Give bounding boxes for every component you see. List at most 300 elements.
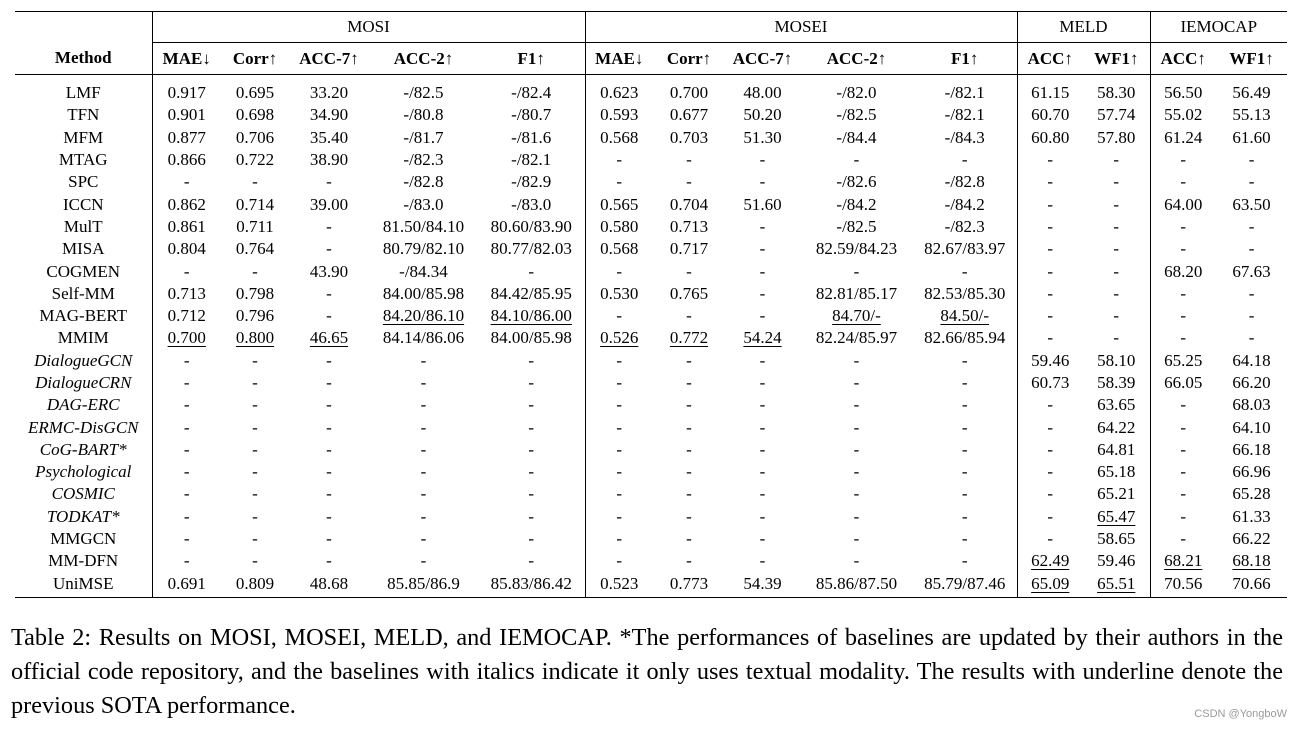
value-cell: 67.63: [1232, 261, 1271, 281]
value-cell: -: [1180, 283, 1187, 303]
value-cell: 60.70: [1031, 105, 1070, 125]
column-header: F1↑: [913, 43, 1017, 75]
table-row: [15, 550, 1287, 572]
value-cell: -: [686, 150, 692, 170]
value-cell: -/84.3: [913, 127, 1017, 149]
value-cell: -: [686, 484, 692, 504]
value-cell: -/82.5: [836, 105, 877, 125]
value-cell: 64.18: [1232, 350, 1271, 370]
value-cell: -: [1248, 328, 1255, 348]
value-cell: -/81.7: [403, 127, 444, 147]
value-cell: 0.717: [669, 239, 709, 259]
column-header: WF1↑: [1216, 43, 1287, 75]
value-cell: -: [913, 439, 1017, 461]
value-cell: -: [1047, 150, 1054, 170]
value-cell: -: [478, 461, 585, 483]
value-cell: 50.20: [743, 105, 782, 125]
value-cell: 0.800: [235, 328, 275, 348]
column-header: ACC-2↑: [800, 43, 913, 75]
value-cell: -: [1047, 306, 1054, 326]
value-cell: -: [1047, 506, 1054, 526]
value-cell: 0.861: [167, 216, 206, 236]
value-cell: -: [1180, 306, 1187, 326]
value-cell: -: [326, 373, 332, 392]
table-row: [15, 305, 1287, 327]
value-cell: 54.39: [725, 573, 800, 598]
column-header: ACC-2↑: [369, 43, 478, 75]
value-cell: -/82.8: [913, 171, 1017, 193]
value-cell: -: [913, 461, 1017, 483]
value-cell: 68.18: [1232, 551, 1271, 571]
value-cell: 57.74: [1083, 104, 1150, 126]
value-cell: 68.03: [1232, 395, 1271, 415]
value-cell: -: [1083, 238, 1150, 260]
value-cell: -: [853, 150, 860, 170]
table-row: [15, 238, 1287, 260]
value-cell: -: [1248, 239, 1255, 259]
value-cell: 58.30: [1083, 75, 1150, 105]
value-cell: -: [420, 439, 427, 459]
value-cell: -: [420, 484, 427, 504]
value-cell: -/82.5: [836, 216, 877, 236]
method-cell: LMF: [15, 75, 152, 105]
value-cell: 60.80: [1031, 127, 1070, 147]
value-cell: -: [1083, 193, 1150, 215]
value-cell: -: [1047, 328, 1054, 348]
value-cell: -: [759, 462, 766, 482]
value-cell: -: [183, 529, 190, 549]
value-cell: -: [326, 283, 332, 303]
value-cell: -: [478, 550, 585, 572]
value-cell: -: [1180, 172, 1187, 192]
value-cell: 80.79/82.10: [382, 239, 465, 259]
group-header-iemocap: IEMOCAP: [1150, 12, 1287, 43]
column-header-row: [15, 43, 1287, 75]
value-cell: -: [420, 462, 427, 482]
value-cell: 68.21: [1164, 551, 1203, 571]
value-cell: 65.47: [1083, 506, 1150, 528]
value-cell: -: [759, 373, 766, 392]
value-cell: -: [853, 439, 860, 459]
value-cell: 84.42/85.95: [478, 283, 585, 305]
value-cell: -: [1248, 150, 1255, 170]
method-cell: SPC: [15, 171, 152, 193]
value-cell: -: [478, 394, 585, 416]
column-header: WF1↑: [1083, 43, 1150, 75]
value-cell: 48.00: [743, 83, 782, 103]
table-row: [15, 372, 1287, 394]
method-cell: TODKAT*: [15, 506, 152, 528]
value-cell: -: [183, 484, 190, 504]
value-cell: -: [183, 506, 190, 526]
value-cell: 0.714: [235, 194, 275, 214]
value-cell: 0.593: [600, 105, 639, 125]
value-cell: 63.65: [1083, 394, 1150, 416]
table-row: [15, 439, 1287, 461]
column-header: ACC-7↑: [725, 43, 800, 75]
value-cell: -: [420, 506, 427, 526]
table-row: [15, 573, 1287, 598]
value-cell: -/83.0: [478, 193, 585, 215]
value-cell: 0.917: [167, 83, 206, 103]
value-cell: 0.698: [235, 105, 275, 125]
value-cell: 35.40: [309, 127, 349, 147]
method-cell: UniMSE: [15, 573, 152, 598]
value-cell: 0.700: [167, 328, 206, 348]
value-cell: -: [1047, 395, 1054, 415]
value-cell: -: [759, 283, 766, 303]
method-cell: MulT: [15, 216, 152, 238]
value-cell: 82.59/84.23: [815, 239, 898, 259]
value-cell: -: [759, 484, 766, 504]
value-cell: -: [1180, 150, 1187, 170]
table-row: [15, 171, 1287, 193]
value-cell: -: [1083, 216, 1150, 238]
value-cell: 66.18: [1232, 439, 1271, 459]
value-cell: 82.66/85.94: [913, 327, 1017, 349]
table-row: [15, 506, 1287, 528]
value-cell: 66.20: [1232, 373, 1271, 392]
value-cell: 48.68: [289, 573, 369, 598]
value-cell: -: [1047, 194, 1054, 214]
value-cell: -: [759, 239, 766, 259]
value-cell: -: [686, 350, 692, 370]
value-cell: 0.695: [235, 83, 275, 103]
value-cell: 66.05: [1164, 373, 1203, 392]
value-cell: -: [616, 551, 623, 571]
value-cell: 0.711: [236, 216, 274, 236]
value-cell: -: [853, 261, 860, 281]
value-cell: -/82.6: [836, 172, 877, 192]
value-cell: -: [759, 306, 766, 326]
table-row: [15, 461, 1287, 483]
value-cell: -/82.1: [913, 104, 1017, 126]
value-cell: -: [1083, 260, 1150, 282]
table-row: [15, 283, 1287, 305]
value-cell: 85.79/87.46: [913, 573, 1017, 598]
value-cell: -: [326, 529, 332, 549]
value-cell: -: [252, 417, 258, 437]
value-cell: 70.66: [1216, 573, 1287, 598]
value-cell: 0.765: [669, 283, 709, 303]
value-cell: 59.46: [1083, 550, 1150, 572]
value-cell: -: [183, 551, 190, 571]
value-cell: -: [853, 506, 860, 526]
value-cell: 0.568: [600, 239, 639, 259]
value-cell: -: [1180, 328, 1187, 348]
method-cell: DialogueCRN: [15, 372, 152, 394]
method-cell: Self-MM: [15, 283, 152, 305]
value-cell: -: [686, 462, 692, 482]
value-cell: 38.90: [309, 150, 349, 170]
table-row: [15, 528, 1287, 550]
value-cell: -: [252, 529, 258, 549]
value-cell: -: [1047, 239, 1054, 259]
value-cell: -: [759, 261, 766, 281]
column-header: ACC↑: [1017, 43, 1083, 75]
value-cell: 62.49: [1031, 551, 1070, 571]
value-cell: 0.722: [235, 150, 275, 170]
value-cell: -/84.2: [836, 194, 877, 214]
value-cell: -: [853, 417, 860, 437]
value-cell: 84.20/86.10: [382, 306, 465, 326]
value-cell: -: [252, 395, 258, 415]
value-cell: -/82.4: [478, 75, 585, 105]
column-header: Corr↑: [653, 43, 725, 75]
value-cell: -: [478, 506, 585, 528]
value-cell: -: [616, 462, 623, 482]
value-cell: -/82.1: [913, 75, 1017, 105]
value-cell: -: [686, 395, 692, 415]
value-cell: 70.56: [1150, 573, 1216, 598]
value-cell: 0.804: [167, 239, 206, 259]
value-cell: -: [913, 394, 1017, 416]
group-header-mosei: MOSEI: [585, 12, 1017, 43]
value-cell: 68.20: [1164, 261, 1203, 281]
table-row: [15, 416, 1287, 438]
value-cell: -: [326, 506, 332, 526]
value-cell: -: [183, 373, 190, 392]
value-cell: -: [183, 261, 190, 281]
value-cell: -: [478, 528, 585, 550]
value-cell: 0.706: [235, 127, 275, 147]
group-header-meld: MELD: [1017, 12, 1150, 43]
value-cell: 55.13: [1232, 105, 1271, 125]
value-cell: -: [853, 529, 860, 549]
table-caption: Table 2: Results on MOSI, MOSEI, MELD, and IEMOCAP. *The performances of baselines are updated by their authors in the official code repository, and the baselines with italics indicate it only uses textual modality. The results with underline denote the previous SOTA performance.: [11, 624, 1283, 719]
value-cell: -: [759, 150, 766, 170]
value-cell: -: [252, 350, 258, 370]
value-cell: -/82.1: [478, 149, 585, 171]
value-cell: -: [183, 439, 190, 459]
value-cell: 0.700: [669, 83, 709, 103]
value-cell: -: [853, 350, 860, 370]
value-cell: 59.46: [1031, 350, 1070, 370]
method-cell: COSMIC: [15, 483, 152, 505]
value-cell: -: [1180, 216, 1187, 236]
value-cell: -: [420, 373, 427, 392]
method-cell: DialogueGCN: [15, 350, 152, 372]
value-cell: -: [853, 395, 860, 415]
value-cell: -: [913, 350, 1017, 372]
results-table: [15, 11, 1287, 598]
value-cell: -: [686, 551, 692, 571]
value-cell: 60.73: [1031, 373, 1070, 392]
table-row: [15, 149, 1287, 171]
value-cell: -: [420, 417, 427, 437]
value-cell: -: [1248, 172, 1255, 192]
value-cell: 51.60: [743, 194, 782, 214]
value-cell: -: [1180, 462, 1187, 482]
group-header-row: [15, 12, 1287, 43]
value-cell: -: [616, 150, 623, 170]
value-cell: 84.50/-: [913, 305, 1017, 327]
value-cell: -: [252, 439, 258, 459]
table-row: [15, 193, 1287, 215]
value-cell: 46.65: [309, 328, 349, 348]
value-cell: -: [183, 395, 190, 415]
value-cell: 61.15: [1031, 83, 1070, 103]
value-cell: 0.565: [600, 194, 639, 214]
column-header: F1↑: [478, 43, 585, 75]
value-cell: -: [1047, 283, 1054, 303]
value-cell: 64.00: [1164, 194, 1203, 214]
value-cell: -: [1180, 529, 1187, 549]
value-cell: -: [183, 417, 190, 437]
table-row: [15, 104, 1287, 126]
value-cell: 85.86/87.50: [800, 573, 913, 598]
value-cell: 0.901: [167, 105, 206, 125]
value-cell: -: [616, 350, 623, 370]
table-row: [15, 75, 1287, 105]
table-row: [15, 260, 1287, 282]
value-cell: 85.83/86.42: [478, 573, 585, 598]
value-cell: 82.24/85.97: [815, 328, 898, 348]
method-cell: MMGCN: [15, 528, 152, 550]
value-cell: 0.796: [235, 306, 275, 326]
value-cell: -: [252, 506, 258, 526]
value-cell: -: [478, 416, 585, 438]
value-cell: -: [252, 373, 258, 392]
value-cell: -: [326, 439, 332, 459]
value-cell: 0.773: [653, 573, 725, 598]
method-cell: ICCN: [15, 193, 152, 215]
value-cell: -: [853, 462, 860, 482]
value-cell: -: [759, 216, 766, 236]
value-cell: 58.39: [1083, 372, 1150, 394]
value-cell: 66.22: [1232, 529, 1271, 549]
value-cell: -: [420, 529, 427, 549]
value-cell: 63.50: [1232, 194, 1271, 214]
value-cell: -: [420, 350, 427, 370]
value-cell: -: [759, 417, 766, 437]
value-cell: -: [616, 306, 623, 326]
value-cell: 0.580: [600, 216, 639, 236]
value-cell: -: [1083, 327, 1150, 349]
value-cell: 82.81/85.17: [815, 283, 898, 303]
column-header-method: Method: [15, 43, 152, 75]
method-cell: COGMEN: [15, 260, 152, 282]
value-cell: -: [1047, 462, 1054, 482]
value-cell: -: [1083, 283, 1150, 305]
value-cell: -: [1047, 172, 1054, 192]
value-cell: -: [913, 149, 1017, 171]
value-cell: -/80.7: [478, 104, 585, 126]
value-cell: -: [478, 372, 585, 394]
value-cell: -: [913, 506, 1017, 528]
group-header-mosi: MOSI: [152, 12, 585, 43]
value-cell: -: [759, 551, 766, 571]
table-row: [15, 350, 1287, 372]
value-cell: -: [1083, 149, 1150, 171]
value-cell: 58.10: [1083, 350, 1150, 372]
value-cell: -: [686, 506, 692, 526]
value-cell: -: [478, 350, 585, 372]
value-cell: -: [1248, 306, 1255, 326]
value-cell: -: [686, 306, 692, 326]
value-cell: -: [326, 462, 332, 482]
value-cell: -: [616, 484, 623, 504]
group-header-blank: [15, 12, 152, 43]
method-cell: Psychological: [15, 461, 152, 483]
value-cell: -: [326, 172, 332, 192]
value-cell: 0.568: [600, 127, 639, 147]
value-cell: -: [420, 395, 427, 415]
value-cell: -: [478, 483, 585, 505]
value-cell: -: [326, 239, 332, 259]
table-row: [15, 327, 1287, 349]
value-cell: 65.09: [1017, 573, 1083, 598]
value-cell: -: [326, 306, 332, 326]
column-header: Corr↑: [221, 43, 289, 75]
value-cell: 57.80: [1083, 127, 1150, 149]
value-cell: 43.90: [309, 261, 349, 281]
value-cell: 34.90: [309, 105, 349, 125]
value-cell: -/81.6: [478, 127, 585, 149]
value-cell: 64.22: [1083, 416, 1150, 438]
value-cell: 84.10/86.00: [478, 305, 585, 327]
value-cell: -: [1047, 529, 1054, 549]
value-cell: -: [1180, 417, 1187, 437]
value-cell: 0.862: [167, 194, 206, 214]
value-cell: 61.60: [1232, 127, 1271, 147]
table-row: [15, 394, 1287, 416]
value-cell: -: [1047, 484, 1054, 504]
column-header: MAE↓: [152, 43, 221, 75]
value-cell: 65.28: [1232, 484, 1271, 504]
value-cell: 84.00/85.98: [478, 327, 585, 349]
value-cell: 61.24: [1164, 127, 1203, 147]
value-cell: -/82.5: [403, 83, 444, 103]
method-cell: MISA: [15, 238, 152, 260]
value-cell: -/82.3: [403, 150, 444, 170]
value-cell: 66.96: [1232, 462, 1271, 482]
value-cell: -: [759, 439, 766, 459]
value-cell: 0.677: [669, 105, 709, 125]
value-cell: 84.70/-: [832, 306, 881, 326]
method-cell: MTAG: [15, 149, 152, 171]
column-header: ACC↑: [1150, 43, 1216, 75]
method-cell: TFN: [15, 104, 152, 126]
value-cell: 0.713: [167, 283, 206, 303]
value-cell: 33.20: [309, 83, 349, 103]
table-row: [15, 127, 1287, 149]
value-cell: -: [913, 550, 1017, 572]
value-cell: -: [252, 261, 258, 281]
value-cell: -: [183, 462, 190, 482]
value-cell: 84.00/85.98: [382, 283, 465, 303]
value-cell: -: [913, 372, 1017, 394]
value-cell: 82.53/85.30: [913, 283, 1017, 305]
value-cell: -/84.4: [836, 127, 877, 147]
value-cell: -: [326, 395, 332, 415]
value-cell: -/82.9: [478, 171, 585, 193]
value-cell: -: [326, 551, 332, 571]
value-cell: -/84.34: [399, 261, 448, 281]
value-cell: 55.02: [1164, 105, 1203, 125]
value-cell: -: [1047, 417, 1054, 437]
value-cell: -: [1180, 439, 1187, 459]
value-cell: -: [616, 172, 623, 192]
value-cell: -: [616, 417, 623, 437]
value-cell: -/84.2: [913, 193, 1017, 215]
value-cell: -/83.0: [403, 194, 444, 214]
value-cell: -: [326, 216, 332, 236]
value-cell: 0.623: [600, 83, 639, 103]
value-cell: 0.866: [167, 150, 206, 170]
method-cell: MMIM: [15, 327, 152, 349]
method-cell: ERMC-DisGCN: [15, 416, 152, 438]
